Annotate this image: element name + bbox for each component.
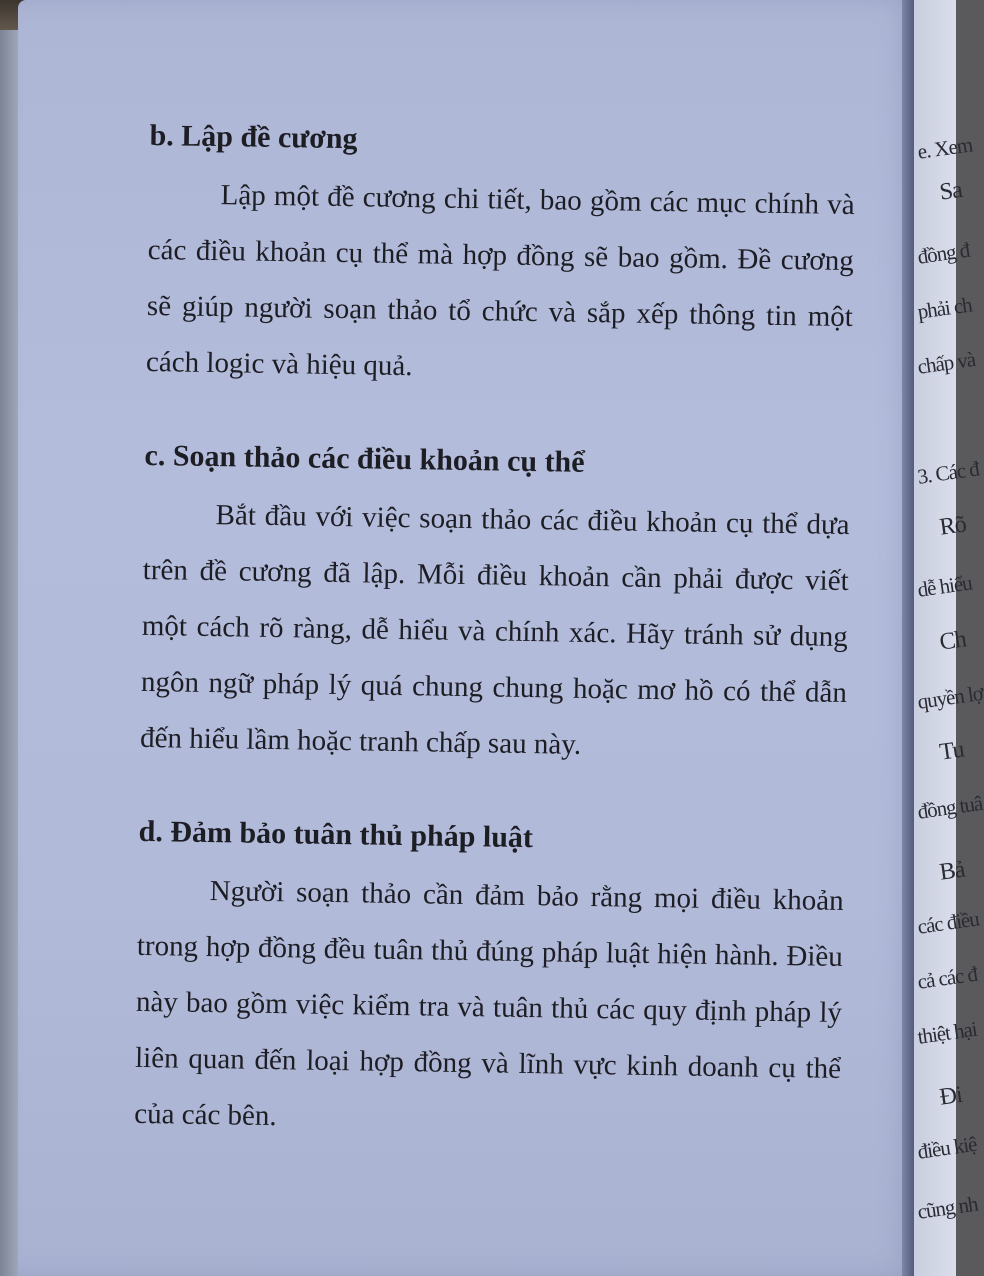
next-page-fragment: e. Xem (916, 132, 974, 164)
section-paragraph: Lập một đề cương chi tiết, bao gồm các mục chính và các điều khoản cụ thể mà hợp đồng sẽ bao gồm. Đề cương sẽ giúp người soạn thảo tổ chức và sắp xếp thông tin một cách logic và hiệu quả. (145, 179, 855, 383)
next-page-fragment: Tu (938, 736, 966, 766)
section-tuan-thu-phap-luat (134, 806, 845, 1153)
next-page-fragment: đồng đ (916, 237, 971, 269)
next-page-fragment: dễ hiểu (916, 570, 974, 602)
section-paragraph: Bắt đầu với việc soạn thảo các điều khoản cụ thể dựa trên đề cương đã lập. Mỗi điều khoản cần phải được viết một cách rõ ràng, dễ hiểu và chính xác. Hãy tránh sử dụng ngôn ngữ pháp lý quá chung chung hoặc mơ hồ có thể dẫn đến hiểu lầm hoặc tranh chấp sau này. (139, 499, 850, 761)
page-content (133, 110, 856, 1193)
next-page-fragment: Bả (938, 856, 967, 886)
section-soan-thao-dieu-khoan (140, 430, 851, 777)
next-page-fragment: cũng nh (916, 1191, 979, 1224)
section-lap-de-cuong (146, 110, 856, 401)
next-page-fragment: Sa (938, 176, 964, 206)
next-page-fragment: điều kiệ (916, 1131, 978, 1164)
next-page-fragment: các điều (916, 906, 981, 939)
section-heading: b. Lập đề cương (149, 118, 358, 156)
next-page-fragment: quyền lợ (916, 680, 984, 714)
next-page-fragment: cả các đ (916, 961, 979, 994)
next-page-fragment: Rõ (938, 511, 968, 541)
next-page-fragment: phải ch (916, 292, 974, 324)
next-page-fragment: thiệt hại (916, 1016, 978, 1049)
section-heading: d. Đảm bảo tuân thủ pháp luật (138, 814, 534, 855)
next-page-fragment: đồng tuâ (916, 790, 984, 824)
next-page-fragment: 3. Các đ (916, 456, 981, 489)
section-paragraph: Người soạn thảo cần đảm bảo rằng mọi điều khoản trong hợp đồng đều tuân thủ đúng pháp luật hiện hành. Điều này bao gồm việc kiểm tra và tuân thủ các quy định pháp lý liên quan đến loại hợp đồng và lĩnh vực kinh doanh cụ thể của các bên. (133, 875, 844, 1133)
section-heading: c. Soạn thảo các điều khoản cụ thể (144, 438, 585, 479)
next-page-edge (914, 0, 984, 1276)
next-page-fragment: Đi (938, 1081, 964, 1111)
next-page-fragment: chấp và (916, 346, 977, 379)
next-page-fragment: Ch (938, 626, 968, 656)
